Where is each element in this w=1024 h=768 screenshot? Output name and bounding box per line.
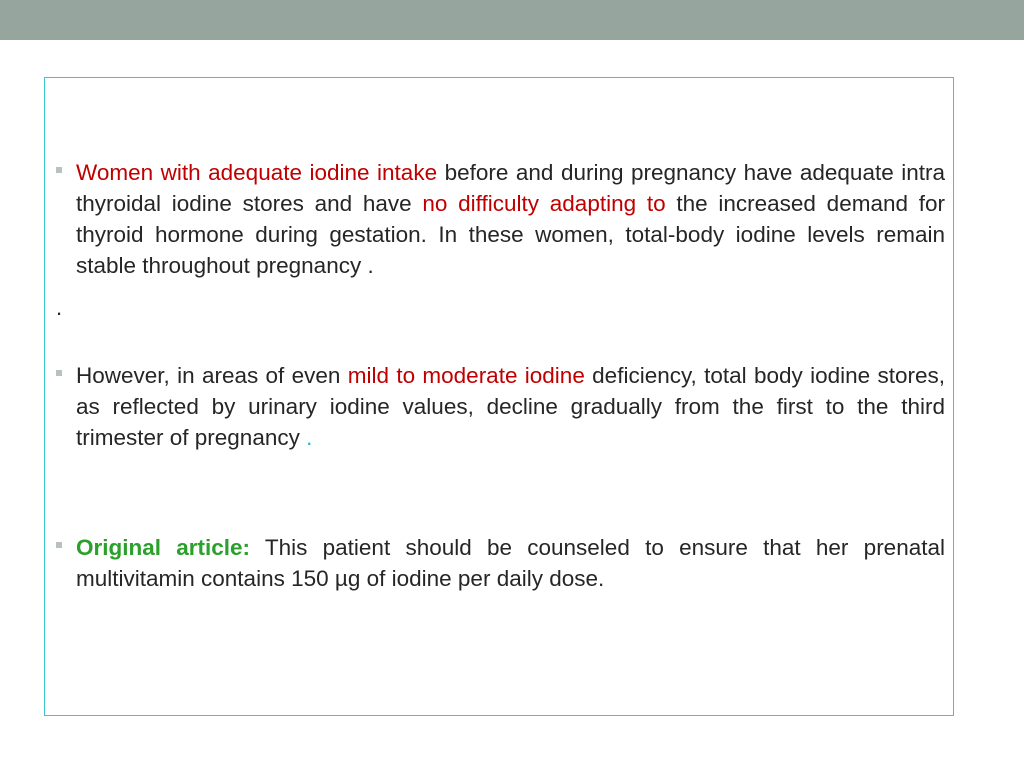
body-text: However, in areas of even <box>76 363 348 388</box>
body-text: the increased demand for thyroid hormone during gestation. In these women, total-body iodine levels remain stable throughout pregnancy . <box>76 191 945 278</box>
bullet-text <box>76 360 945 453</box>
top-header-band <box>0 0 1024 40</box>
bullet-text <box>76 532 945 594</box>
bullet-text <box>76 157 945 281</box>
square-bullet-icon <box>56 167 62 173</box>
article-label: Original article: <box>76 535 251 560</box>
stray-period: . <box>56 295 63 320</box>
highlight-phrase: Women with adequate iodine intake <box>76 160 438 185</box>
highlight-phrase: no difficulty adapting to <box>422 191 666 216</box>
square-bullet-icon <box>56 370 62 376</box>
square-bullet-icon <box>56 542 62 548</box>
body-text: This patient should be counseled to ensure that her prenatal multivitamin contains 150 µg of iodine per daily dose. <box>76 535 945 591</box>
bullet-item-original-article <box>56 532 945 594</box>
body-text: deficiency, total body iodine stores, as reflected by urinary iodine values, decline gradually from the first to the third trimester of pregnancy <box>76 363 945 450</box>
body-text: before and during pregnancy have adequate intra thyroidal iodine stores and have <box>76 160 945 216</box>
highlight-phrase: mild to moderate iodine <box>347 363 585 388</box>
bullet-item-deficiency <box>56 360 945 453</box>
teal-period: . <box>306 425 313 450</box>
bullet-item-adequate-intake <box>56 157 945 281</box>
